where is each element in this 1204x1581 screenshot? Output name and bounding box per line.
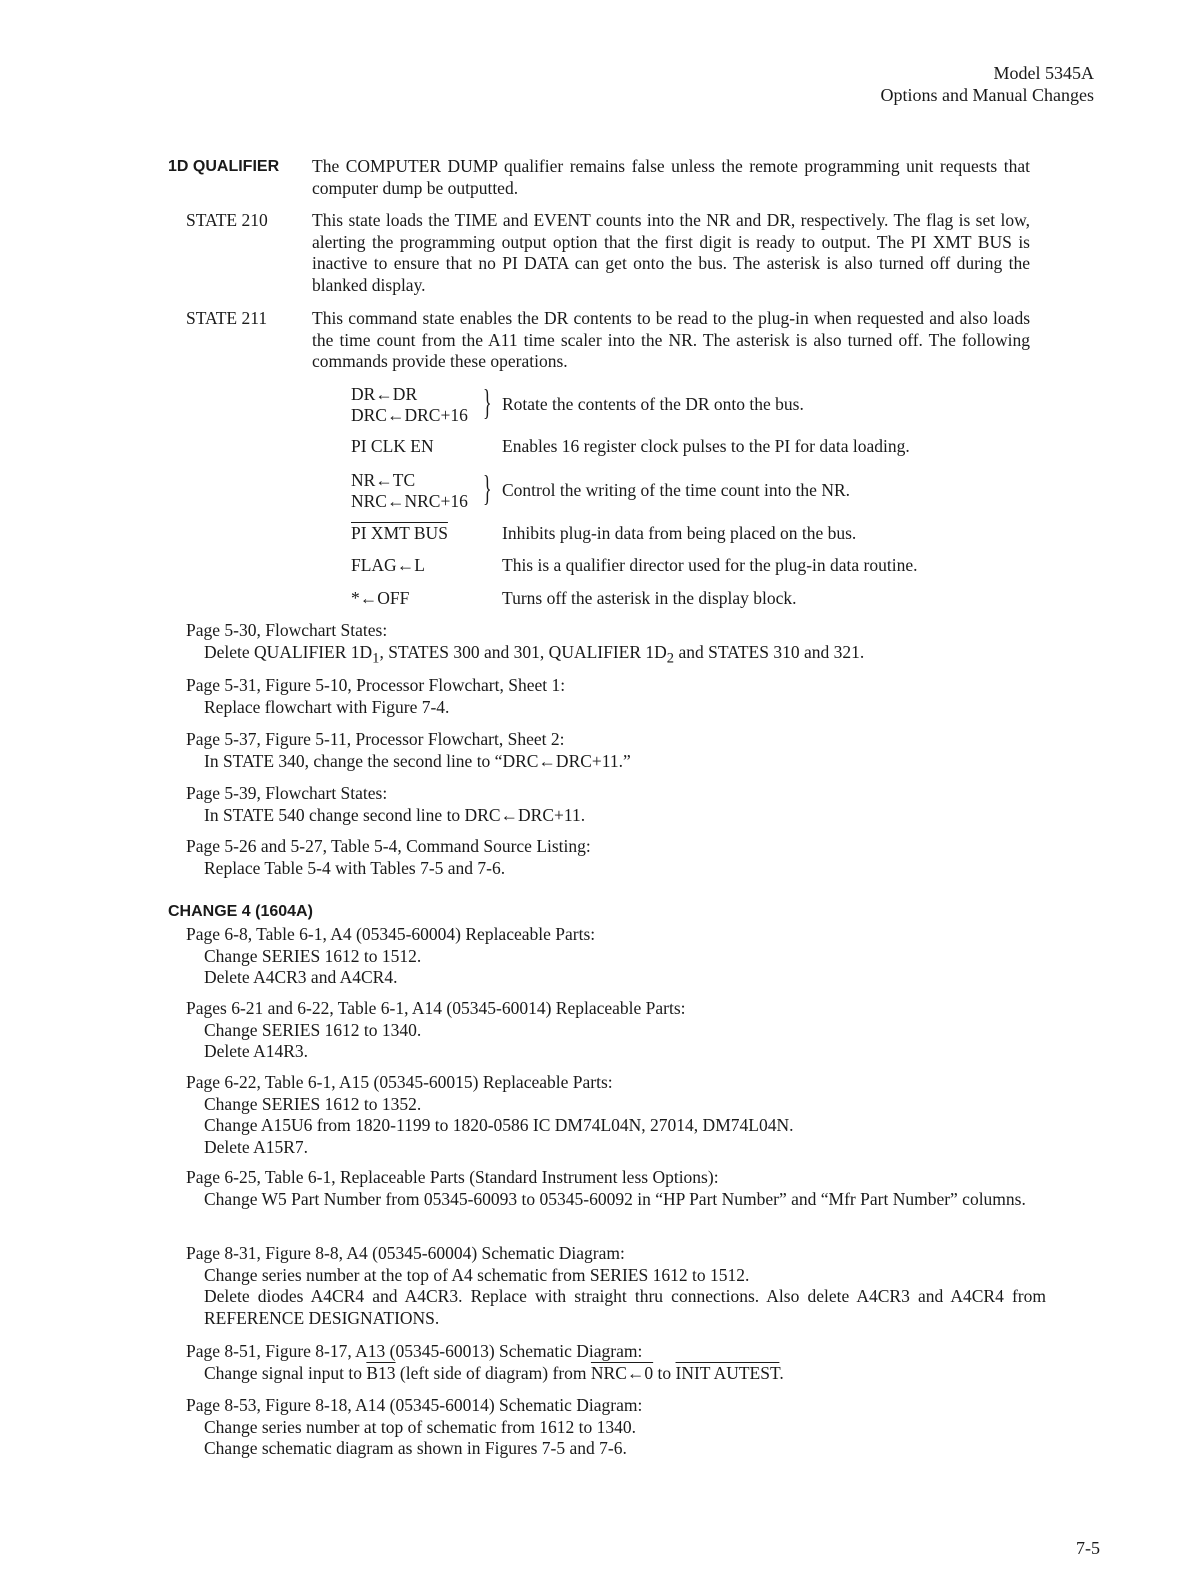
entry-line: Change W5 Part Number from 05345-60093 to 05345-60092 in “HP Part Number” and “Mfr Part Number” columns. xyxy=(204,1188,1026,1209)
entry-line: Change series number at the top of A4 schematic from SERIES 1612 to 1512. xyxy=(204,1264,750,1285)
entry-line: Change A15U6 from 1820-1199 to 1820-0586 IC DM74L04N, 27014, DM74L04N. xyxy=(204,1115,794,1135)
entry-title: Page 5-31, Figure 5-10, Processor Flowchart, Sheet 1: xyxy=(186,675,566,695)
entry-line: Change SERIES 1612 to 1352. xyxy=(204,1093,422,1114)
entry-pages-6-21 xyxy=(186,998,1046,1063)
signal-name: B13 xyxy=(366,1362,396,1383)
entry-page-6-22 xyxy=(186,1072,1046,1158)
entry-line: Change SERIES 1612 to 1512. xyxy=(204,945,422,966)
entry-line: Replace Table 5-4 with Tables 7-5 and 7-6. xyxy=(204,857,506,878)
state-211-text: This command state enables the DR contents to be read to the plug-in when requested and also loads the time count from the A11 time scaler into the NR. The asterisk is also turned off. The following commands provide these operations. xyxy=(312,308,1030,371)
entry-title: Page 5-39, Flowchart States: xyxy=(186,783,388,803)
entry-page-5-37 xyxy=(186,729,1046,772)
entry-title: Page 8-31, Figure 8-8, A4 (05345-60004) Schematic Diagram: xyxy=(186,1243,625,1263)
entry-line: Delete A15R7. xyxy=(204,1136,309,1157)
section-label: Options and Manual Changes xyxy=(880,85,1094,105)
entry-text: to xyxy=(653,1362,676,1383)
command-pi-xmt-bus: PI XMT BUS xyxy=(351,523,448,543)
signal-name: NRC←0 xyxy=(590,1362,654,1383)
entry-title: Page 8-53, Figure 8-18, A14 (05345-60014) Schematic Diagram: xyxy=(186,1395,643,1415)
brace: } xyxy=(483,468,492,508)
model-label: Model 5345A xyxy=(993,63,1094,83)
command-dr: DR←DR xyxy=(351,384,418,404)
qualifier-text: The COMPUTER DUMP qualifier remains false unless the remote programming unit requests that computer dump be outputted. xyxy=(312,156,1030,198)
command-pi-clk-en: PI CLK EN xyxy=(351,436,434,456)
entry-title: Pages 6-21 and 6-22, Table 6-1, A14 (05345-60014) Replaceable Parts: xyxy=(186,998,686,1018)
entry-line: Change schematic diagram as shown in Figures 7-5 and 7-6. xyxy=(204,1438,627,1458)
entry-title: Page 5-37, Figure 5-11, Processor Flowchart, Sheet 2: xyxy=(186,729,565,749)
state-210-text: This state loads the TIME and EVENT counts into the NR and DR, respectively. The flag is set low, alerting the programming output option that the first digit is ready to output. The PI XMT BUS is inactive to ensure that no PI DATA can get onto the bus. The asterisk is also turned off during the blanked display. xyxy=(312,210,1030,295)
entry-line: Delete A14R3. xyxy=(204,1041,309,1061)
command-desc-time: Control the writing of the time count into the NR. xyxy=(502,480,851,500)
entry-page-8-53 xyxy=(186,1395,1046,1460)
state-210-label: STATE 210 xyxy=(186,210,268,230)
entry-title: Page 5-30, Flowchart States: xyxy=(186,620,388,640)
entry-line: In STATE 340, change the second line to “DRC←DRC+11.” xyxy=(204,750,631,771)
entry-line xyxy=(186,1363,1046,1385)
entry-line: Change SERIES 1612 to 1340. xyxy=(204,1019,422,1040)
entry-title: Page 8-51, Figure 8-17, A13 (05345-60013) Schematic Diagram: xyxy=(186,1341,643,1361)
brace: } xyxy=(483,382,492,422)
entry-line: Delete A4CR3 and A4CR4. xyxy=(204,967,398,987)
command-nrc: NRC←NRC+16 xyxy=(351,491,468,511)
change-4-heading: CHANGE 4 (1604A) xyxy=(168,903,313,920)
entry-page-5-31 xyxy=(186,675,1046,718)
entry-title: Page 6-8, Table 6-1, A4 (05345-60004) Replaceable Parts: xyxy=(186,924,596,944)
entry-page-8-51 xyxy=(186,1341,1046,1384)
entry-line: Delete diodes A4CR4 and A4CR3. Replace with straight thru connections. Also delete A4CR3 and A4CR4 from REFERENCE DESIGNATIONS. xyxy=(204,1286,1046,1328)
entry-page-6-25 xyxy=(186,1167,1046,1210)
signal-name: INIT AUTEST xyxy=(675,1362,780,1383)
entry-text: and STATES 310 and 321. xyxy=(674,641,865,662)
entry-text: , STATES 300 and 301, QUALIFIER 1D xyxy=(379,641,667,662)
entry-text: (left side of diagram) from xyxy=(395,1362,591,1383)
entry-title: Page 6-22, Table 6-1, A15 (05345-60015) Replaceable Parts: xyxy=(186,1072,613,1092)
qualifier-label: 1D QUALIFIER xyxy=(168,158,280,175)
entry-line: In STATE 540 change second line to DRC←DRC+11. xyxy=(204,804,586,825)
command-desc-clk: Enables 16 register clock pulses to the PI for data loading. xyxy=(502,436,910,456)
entry-line: Change series number at top of schematic from 1612 to 1340. xyxy=(204,1416,637,1437)
command-desc-flag: This is a qualifier director used for the plug-in data routine. xyxy=(502,555,918,575)
entry-page-5-26 xyxy=(186,836,1046,879)
command-nr: NR←TC xyxy=(351,470,416,490)
entry-text: Delete QUALIFIER 1D xyxy=(204,641,373,662)
entry-line xyxy=(186,642,1046,670)
entry-page-8-31 xyxy=(186,1243,1046,1329)
entry-text: Change signal input to xyxy=(204,1362,367,1383)
entry-page-5-39 xyxy=(186,783,1046,826)
entry-title: Page 6-25, Table 6-1, Replaceable Parts (Standard Instrument less Options): xyxy=(186,1167,719,1187)
state-211-label: STATE 211 xyxy=(186,308,268,328)
entry-line: Replace flowchart with Figure 7-4. xyxy=(204,696,450,717)
entry-page-6-8 xyxy=(186,924,1046,989)
command-flag: FLAG←L xyxy=(351,555,425,575)
subscript: 1 xyxy=(372,650,380,666)
page-number: 7-5 xyxy=(1076,1538,1100,1558)
page-header xyxy=(881,62,1094,106)
command-asterisk: *←OFF xyxy=(351,588,410,608)
command-desc-inhibit: Inhibits plug-in data from being placed on the bus. xyxy=(502,523,857,543)
command-desc-rotate: Rotate the contents of the DR onto the bus. xyxy=(502,394,804,414)
entry-title: Page 5-26 and 5-27, Table 5-4, Command Source Listing: xyxy=(186,836,591,856)
command-desc-asterisk: Turns off the asterisk in the display block. xyxy=(502,588,797,608)
entry-text: . xyxy=(779,1362,784,1383)
subscript: 2 xyxy=(666,650,675,666)
command-drc: DRC←DRC+16 xyxy=(351,405,468,425)
entry-page-5-30 xyxy=(186,620,1046,670)
